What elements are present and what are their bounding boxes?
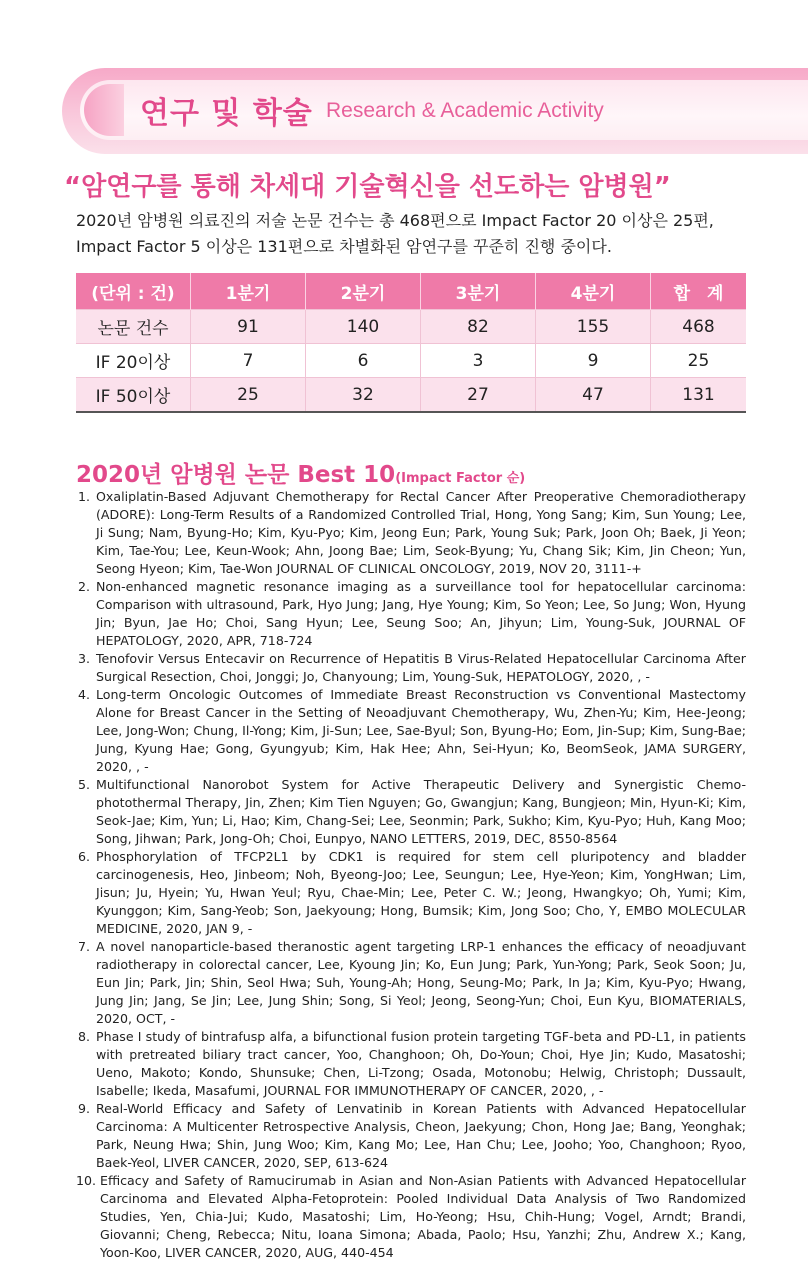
list-item-number: 4. bbox=[78, 687, 91, 702]
paper-stats-table bbox=[76, 273, 746, 413]
table-header-q1: 1분기 bbox=[191, 273, 306, 310]
list-item-text: Phase I study of bintrafusp alfa, a bifunctional fusion protein targeting TGF-beta and PD-L1, in patients with pretreated biliary tract cancer, Yoo, Changhoon; Oh, Do-Youn; Choi, Hye Jin; Kudo, Masatoshi; Ueno, Makoto; Kondo, Shunsuke; Chen, Li-Tzong; Osada, Motonobu; Helwig, Christoph; Dussault, Isabelle; Ikeda, Masafumi, JOURNAL FOR IMMUNOTHERAPY OF CANCER, 2020, , - bbox=[96, 1029, 746, 1098]
list-item-text: Tenofovir Versus Entecavir on Recurrence of Hepatitis B Virus-Related Hepatocellular Carcinoma After Surgical Resection, Choi, Jonggi; Jo, Chanyoung; Lim, Young-Suk, HEPATOLOGY, 2020, , - bbox=[96, 651, 746, 684]
list-item-number: 5. bbox=[78, 777, 91, 792]
intro-line: Impact Factor 5 이상은 131편으로 차별화된 암연구를 꾸준히 진행 중이다. bbox=[76, 237, 612, 256]
list-item-number: 6. bbox=[78, 849, 91, 864]
list-item-number: 2. bbox=[78, 579, 91, 594]
table-cell: 25 bbox=[191, 378, 306, 413]
list-item bbox=[76, 488, 746, 578]
table-header-q2: 2분기 bbox=[306, 273, 421, 310]
table-cell: 131 bbox=[651, 378, 747, 413]
list-item bbox=[76, 776, 746, 848]
list-item-text: Non-enhanced magnetic resonance imaging as a surveillance tool for hepatocellular carcinoma: Comparison with ultrasound, Park, Hyo Jung; Jang, Hye Young; Kim, So Yeon; Lee, So Jung; Won, Hyung Jin; Byun, Jae Ho; Choi, Sang Hyun; Lee, Seung Soo; An, Jihyun; Lim, Young-Suk, JOURNAL OF HEPATOLOGY, 2020, APR, 718-724 bbox=[96, 579, 746, 648]
intro-text bbox=[76, 208, 756, 260]
table-cell: 91 bbox=[191, 310, 306, 344]
table-cell: 468 bbox=[651, 310, 747, 344]
best-papers-title-note: (Impact Factor 순) bbox=[395, 471, 526, 486]
table-cell: 6 bbox=[306, 344, 421, 378]
table-cell: 7 bbox=[191, 344, 306, 378]
best-papers-title-main: 2020년 암병원 논문 Best 10 bbox=[76, 462, 396, 488]
table-cell: 32 bbox=[306, 378, 421, 413]
list-item bbox=[76, 938, 746, 1028]
list-item-text: Efficacy and Safety of Ramucirumab in Asian and Non-Asian Patients with Advanced Hepatocellular Carcinoma and Elevated Alpha-Fetoprotein: Pooled Individual Data Analysis of Two Randomized Studies, Yen, Chia-Jui; Kudo, Masatoshi; Lim, Ho-Yeong; Hsu, Chih-Hung; Vogel, Arndt; Brandi, Giovanni; Cheng, Rebecca; Nitu, Ioana Simona; Abada, Paolo; Hsu, Yanzhi; Zhu, Andrew X.; Kang, Yoon-Koo, LIVER CANCER, 2020, AUG, 440-454 bbox=[100, 1173, 746, 1260]
table-cell: 82 bbox=[421, 310, 536, 344]
list-item bbox=[76, 848, 746, 938]
table-cell: IF 50이상 bbox=[76, 378, 191, 413]
page-title: 연구 및 학술 bbox=[140, 96, 313, 131]
list-item bbox=[76, 650, 746, 686]
table-header-total: 합 계 bbox=[651, 273, 747, 310]
table-cell: 140 bbox=[306, 310, 421, 344]
best-papers-list bbox=[76, 488, 746, 1262]
best-papers-title bbox=[76, 456, 525, 489]
list-item bbox=[76, 686, 746, 776]
table-cell: IF 20이상 bbox=[76, 344, 191, 378]
list-item-text: Multifunctional Nanorobot System for Active Therapeutic Delivery and Synergistic Chemo-photothermal Therapy, Jin, Zhen; Kim Tien Nguyen; Go, Gwangjun; Kang, Bungjeon; Min, Hyun-Ki; Kim, Seok-Jae; Kim, Yun; Li, Hao; Kim, Chang-Sei; Lee, Seonmin; Park, Sukho; Kim, Kyu-Pyo; Huh, Kang Moo; Song, Jihwan; Park, Jong-Oh; Choi, Eunpyo, NANO LETTERS, 2019, DEC, 8550-8564 bbox=[96, 777, 746, 846]
table-row bbox=[76, 378, 746, 413]
list-item-text: Real-World Efficacy and Safety of Lenvatinib in Korean Patients with Advanced Hepatocellular Carcinoma: A Multicenter Retrospective Analysis, Cheon, Jaekyung; Chon, Hong Jae; Bang, Yeonghak; Park, Neung Hwa; Shin, Jung Woo; Kim, Kang Mo; Lee, Han Chu; Lee, Jooho; Yoo, Changhoon; Ryoo, Baek-Yeol, LIVER CANCER, 2020, SEP, 613-624 bbox=[96, 1101, 746, 1170]
list-item-number: 7. bbox=[78, 939, 91, 954]
list-item bbox=[76, 1028, 746, 1100]
list-item bbox=[76, 1100, 746, 1172]
list-item-number: 8. bbox=[78, 1029, 91, 1044]
list-item-number: 3. bbox=[78, 651, 91, 666]
table-row bbox=[76, 344, 746, 378]
table-cell: 논문 건수 bbox=[76, 310, 191, 344]
table-cell: 25 bbox=[651, 344, 747, 378]
table-cell: 9 bbox=[536, 344, 651, 378]
list-item bbox=[76, 1172, 746, 1262]
list-item-number: 10. bbox=[76, 1173, 97, 1188]
list-item-text: A novel nanoparticle-based theranostic agent targeting LRP-1 enhances the efficacy of neoadjuvant radiotherapy in colorectal cancer, Lee, Kyoung Jin; Ko, Eun Jung; Park, Yun-Yong; Park, Seok Soon; Ju, Eun Jin; Park, Jin; Shin, Seol Hwa; Suh, Young-Ah; Hong, Seung-Mo; Park, In Ja; Kim, Kyu-Pyo; Hwang, Jung Jin; Jang, Se Jin; Lee, Jung Shin; Song, Si Yeol; Jeong, Seong-Yun; Choi, Eun Kyu, BIOMATERIALS, 2020, OCT, - bbox=[96, 939, 746, 1026]
intro-line: 2020년 암병원 의료진의 저술 논문 건수는 총 468편으로 Impact Factor 20 이상은 25편, bbox=[76, 211, 714, 230]
list-item bbox=[76, 578, 746, 650]
table-cell: 47 bbox=[536, 378, 651, 413]
slogan: “암연구를 통해 차세대 기술혁신을 선도하는 암병원” bbox=[64, 172, 671, 202]
table-header-unit: (단위 : 건) bbox=[76, 273, 191, 310]
table-cell: 27 bbox=[421, 378, 536, 413]
table-header-q4: 4분기 bbox=[536, 273, 651, 310]
list-item-number: 9. bbox=[78, 1101, 91, 1116]
table-row bbox=[76, 310, 746, 344]
list-item-text: Oxaliplatin-Based Adjuvant Chemotherapy for Rectal Cancer After Preoperative Chemoradiotherapy (ADORE): Long-Term Results of a Randomized Controlled Trial, Hong, Yong Sang; Kim, Sun Young; Lee, Ji Sung; Nam, Byung-Ho; Kim, Kyu-Pyo; Kim, Jeong Eun; Park, Young Suk; Park, Joon Oh; Baek, Ji Yeon; Kim, Tae-You; Lee, Keun-Wook; Ahn, Joong Bae; Lim, Seok-Byung; Yu, Chang Sik; Kim, Jin Cheon; Yun, Seong Hyeon; Kim, Tae-Won JOURNAL OF CLINICAL ONCOLOGY, 2019, NOV 20, 3111-+ bbox=[96, 489, 746, 576]
list-item-number: 1. bbox=[78, 489, 91, 504]
list-item-text: Phosphorylation of TFCP2L1 by CDK1 is required for stem cell pluripotency and bladder carcinogenesis, Heo, Jinbeom; Noh, Byeong-Joo; Lee, Seungun; Lee, Hye-Yeon; Kim, YongHwan; Lim, Jisun; Ju, Hyein; Yu, Hwan Yeul; Ryu, Chae-Min; Lee, Peter C. W.; Jeong, Hwangkyo; Oh, Yumi; Kim, Kyunggon; Kim, Sang-Yeob; Son, Jaekyoung; Hong, Bumsik; Kim, Jong Soo; Cho, Y, EMBO MOLECULAR MEDICINE, 2020, JAN 9, - bbox=[96, 849, 746, 936]
list-item-text: Long-term Oncologic Outcomes of Immediate Breast Reconstruction vs Conventional Mastectomy Alone for Breast Cancer in the Setting of Neoadjuvant Chemotherapy, Wu, Zhen-Yu; Kim, Hee-Jeong; Lee, Jong-Won; Chung, Il-Yong; Kim, Ji-Sun; Lee, Sae-Byul; Son, Byung-Ho; Eom, Jin-Sup; Kim, Sung-Bae; Jung, Kyung Hae; Gong, Gyungyub; Kim, Hak Hee; Ahn, Sei-Hyun; Ko, BeomSeok, JAMA SURGERY, 2020, , - bbox=[96, 687, 747, 774]
table-cell: 155 bbox=[536, 310, 651, 344]
table-cell: 3 bbox=[421, 344, 536, 378]
page-subtitle: Research & Academic Activity bbox=[326, 99, 604, 122]
table-header-row bbox=[76, 273, 746, 310]
table-header-q3: 3분기 bbox=[421, 273, 536, 310]
